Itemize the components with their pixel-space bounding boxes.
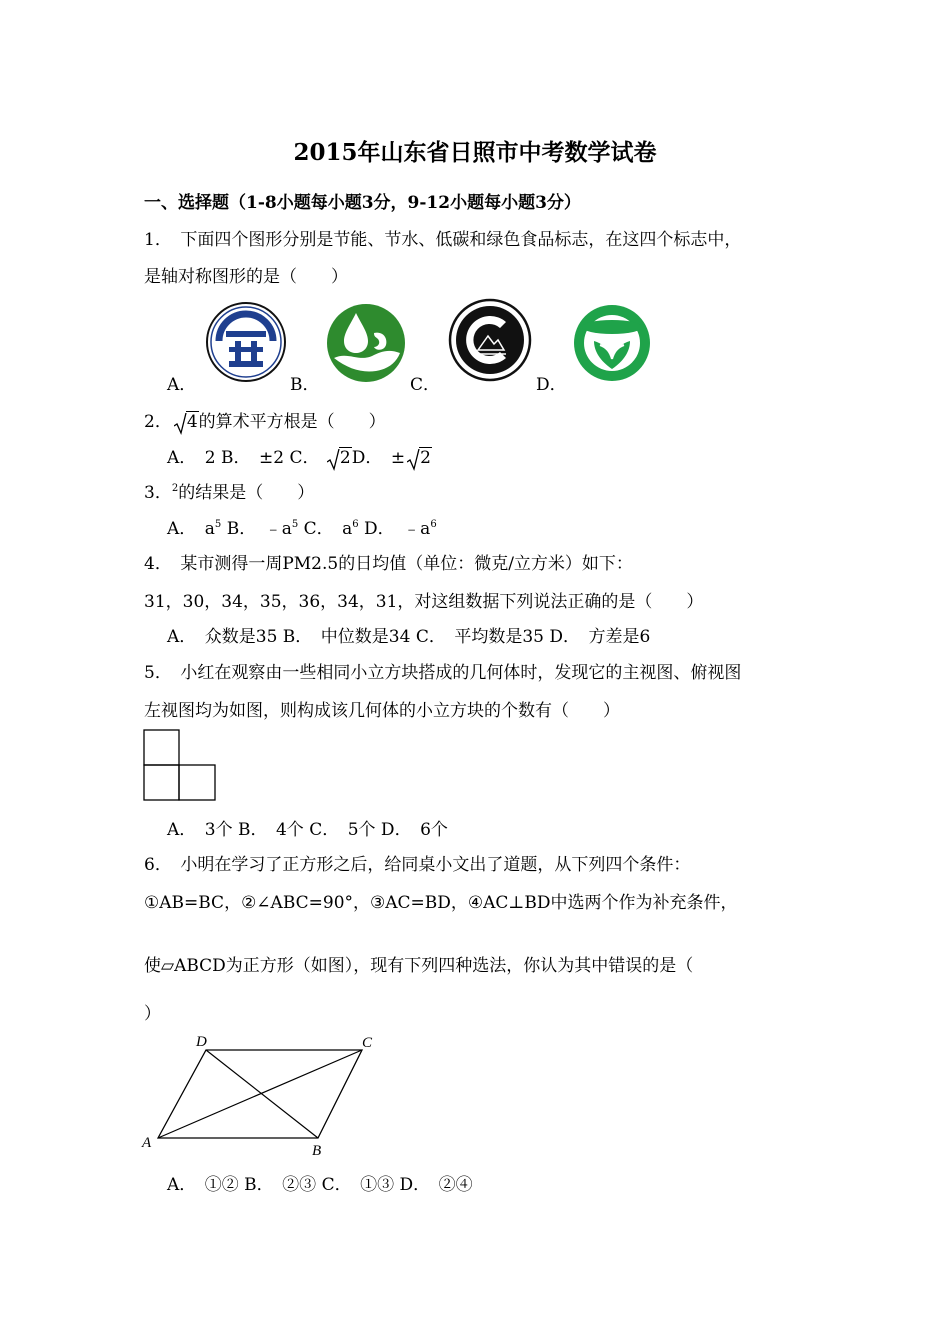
water-saving-logo-icon xyxy=(326,303,406,383)
q3-option-d: D． ﹣a xyxy=(358,519,431,539)
q3-superscript: 2 xyxy=(171,483,179,494)
q4-line1: 4． 某市测得一周PM2.5的日均值（单位：微克/立方米）如下： xyxy=(144,554,633,574)
q5-options: A． 3个 B． 4个 C． 5个 D． 6个 xyxy=(167,820,448,840)
vertex-label-a: A xyxy=(142,1135,152,1151)
q3-option-d-exp: 6 xyxy=(430,519,437,530)
q3-option-c-exp: 6 xyxy=(352,519,359,530)
q3-option-c: C． a xyxy=(298,519,353,539)
vertex-label-b: B xyxy=(312,1143,322,1159)
q6-line4: ） xyxy=(144,1004,161,1024)
q1-line1: 1． 下面四个图形分别是节能、节水、低碳和绿色食品标志，在这四个标志中， xyxy=(144,230,742,250)
section-heading: 一、选择题（1-8小题每小题3分，9-12小题每小题3分） xyxy=(144,193,581,213)
q2-options xyxy=(167,443,432,468)
q4-options: A． 众数是35 B． 中位数是34 C． 平均数是35 D． 方差是6 xyxy=(167,627,651,647)
q1-label-d: D． xyxy=(536,375,567,395)
q6-line1: 6． 小明在学习了正方形之后，给同桌小文出了道题，从下列四个条件： xyxy=(144,855,691,875)
q3-options xyxy=(167,514,437,539)
vertex-label-c: C xyxy=(362,1035,373,1051)
q2-option-d-radicand: 2 xyxy=(420,448,431,468)
q3-number: 3． xyxy=(144,483,172,503)
sqrt-symbol xyxy=(174,412,199,432)
q6-line2: ①AB=BC，②∠ABC=90°，③AC=BD，④AC⊥BD中选两个作为补充条件， xyxy=(144,893,738,913)
q5-line1: 5． 小红在观察由一些相同小立方块搭成的几何体时，发现它的主视图、俯视图 xyxy=(144,663,742,683)
q3-option-a-exp: 5 xyxy=(214,519,222,530)
q3-text: 的结果是（ ） xyxy=(178,483,315,503)
q4-line2: 31，30，34，35，36，34，31，对这组数据下列说法正确的是（ ） xyxy=(144,592,704,612)
low-carbon-logo-icon xyxy=(448,298,532,382)
q3-option-a: A． a xyxy=(167,519,215,539)
q3-option-b-exp: 5 xyxy=(291,519,299,530)
q2-line xyxy=(144,407,386,432)
q2-option-d: D． ± xyxy=(351,448,406,468)
parallelogram-figure xyxy=(140,1030,380,1160)
vertex-label-d: D xyxy=(196,1034,207,1050)
q6-line3: 使▱ABCD为正方形（如图），现有下列四种选法，你认为其中错误的是（ xyxy=(144,956,694,976)
q3-option-b: B． ﹣a xyxy=(221,519,292,539)
sqrt-symbol xyxy=(407,448,432,468)
green-food-logo-icon xyxy=(572,303,652,383)
q2-number: 2． xyxy=(144,412,172,432)
q2-option-c-radicand: 2 xyxy=(339,448,351,468)
q6-options: A． ①② B． ②③ C． ①③ D． ②④ xyxy=(167,1175,473,1195)
cube-view-figure xyxy=(143,729,217,801)
page-title: 2015年山东省日照市中考数学试卷 xyxy=(293,139,657,166)
sqrt-symbol xyxy=(327,448,352,468)
q2-radicand: 4 xyxy=(186,412,198,432)
q5-line2: 左视图均为如图，则构成该几何体的小立方块的个数有（ ） xyxy=(144,701,620,721)
q1-label-c: C． xyxy=(410,375,441,395)
energy-saving-logo-icon xyxy=(205,301,287,383)
q2-option-ab: A． 2 B． ±2 C． xyxy=(167,448,320,468)
q1-label-a: A． xyxy=(167,375,197,395)
q1-line2: 是轴对称图形的是（ ） xyxy=(144,267,348,287)
q3-line xyxy=(144,478,314,503)
q2-text: 的算术平方根是（ ） xyxy=(198,412,386,432)
q1-label-b: B． xyxy=(290,375,320,395)
